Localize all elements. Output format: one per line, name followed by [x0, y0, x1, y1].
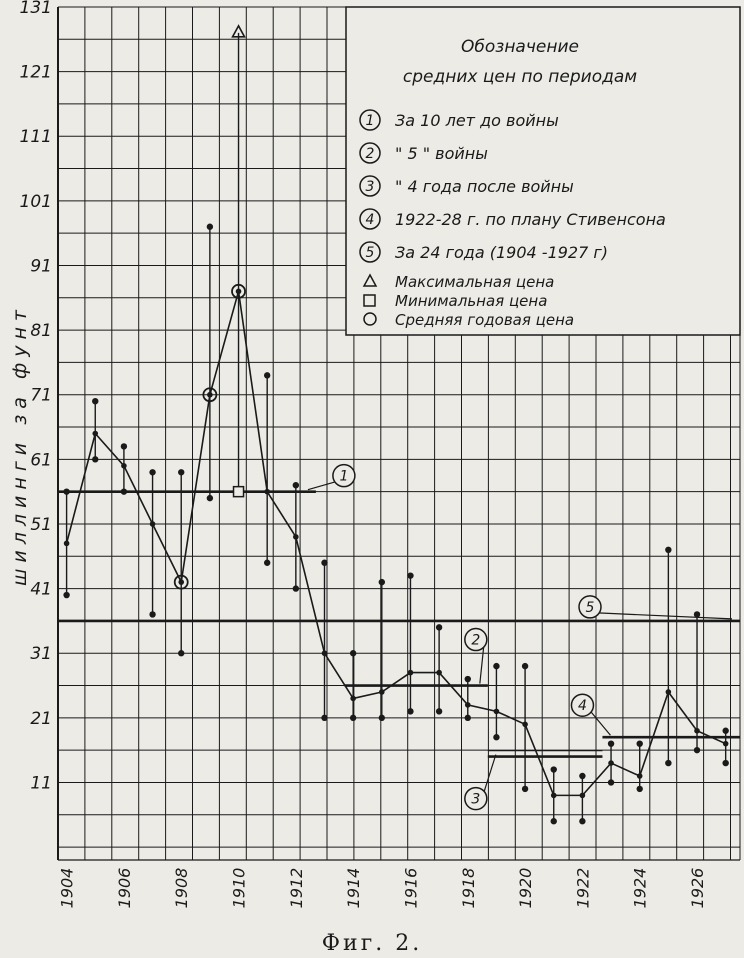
legend-period-text: За 10 лет до войны: [395, 111, 559, 130]
min-point: [465, 715, 471, 721]
y-tick-label: 21: [30, 708, 52, 729]
legend-period-text: 1922-28 г. по плану Стивенсона: [395, 210, 666, 229]
period-number: 4: [365, 212, 375, 228]
max-point: [637, 740, 643, 746]
max-point: [722, 728, 728, 734]
avg-point: [150, 521, 156, 527]
figure-caption: Фиг. 2.: [321, 931, 423, 954]
x-tick-label: 1916: [401, 867, 421, 909]
max-point: [665, 547, 671, 553]
avg-point: [178, 579, 184, 585]
min-point: [694, 747, 700, 753]
max-point: [178, 469, 184, 475]
legend-symbol-text: Средняя годовая цена: [395, 311, 575, 329]
x-tick-label: 1918: [458, 867, 478, 909]
y-tick-label: 51: [30, 514, 52, 535]
y-tick-label: 101: [19, 191, 52, 212]
min-point: [379, 715, 385, 721]
max-point: [321, 560, 327, 566]
y-tick-label: 11: [30, 773, 52, 794]
x-tick-label: 1904: [57, 867, 77, 909]
avg-point: [522, 721, 528, 727]
min-point: [350, 715, 356, 721]
avg-point: [207, 392, 213, 398]
legend-title: Обозначение: [461, 37, 579, 57]
avg-point: [408, 670, 414, 676]
max-point: [379, 579, 385, 585]
max-point: [149, 469, 155, 475]
reference-label-number: 4: [577, 698, 587, 715]
max-point: [608, 740, 614, 746]
min-point: [493, 734, 499, 740]
x-tick-label: 1920: [516, 867, 536, 909]
legend-period-text: За 24 года (1904 -1927 г): [395, 243, 609, 262]
avg-point: [350, 696, 356, 702]
period-number: 3: [365, 179, 375, 195]
max-point: [264, 372, 270, 378]
x-tick-label: 1912: [286, 867, 306, 909]
avg-point: [64, 541, 70, 547]
reference-label-number: 5: [585, 599, 595, 616]
reference-label-number: 1: [339, 468, 349, 485]
min-point: [264, 560, 270, 566]
avg-point: [121, 463, 127, 469]
avg-point: [236, 289, 242, 295]
min-point: [149, 611, 155, 617]
max-point: [63, 488, 69, 494]
max-point: [436, 624, 442, 630]
avg-point: [92, 431, 98, 437]
avg-point: [436, 670, 442, 676]
avg-point: [580, 793, 586, 799]
x-tick-labels: [58, 868, 707, 909]
legend-subtitle: средних цен по периодам: [402, 67, 638, 87]
x-tick-label: 1924: [630, 867, 650, 909]
min-point: [579, 818, 585, 824]
x-tick-label: 1906: [114, 867, 134, 909]
min-point: [665, 760, 671, 766]
min-point: [722, 760, 728, 766]
y-tick-label: 81: [30, 321, 52, 342]
x-tick-label: 1914: [344, 867, 364, 909]
legend-symbol-text: Максимальная цена: [395, 273, 555, 291]
reference-label-leader: [598, 613, 732, 619]
min-point: [293, 585, 299, 591]
legend-symbol-text: Минимальная цена: [395, 292, 548, 310]
max-point: [493, 663, 499, 669]
max-point: [522, 663, 528, 669]
y-axis-label: шиллинги за фунт: [9, 304, 31, 586]
avg-point: [551, 793, 557, 799]
legend-period-text: " 5 " войны: [395, 144, 488, 163]
avg-point: [723, 741, 729, 747]
min-point: [608, 779, 614, 785]
avg-point: [666, 689, 672, 695]
max-point: [694, 611, 700, 617]
min-point: [321, 715, 327, 721]
avg-point: [694, 728, 700, 734]
reference-lines: [58, 465, 740, 810]
reference-label-number: 3: [471, 791, 481, 808]
y-tick-label: 111: [19, 127, 52, 148]
max-point: [579, 773, 585, 779]
max-point: [407, 572, 413, 578]
min-point: [207, 495, 213, 501]
min-point: [92, 456, 98, 462]
min-point: [551, 818, 557, 824]
period-number: 2: [365, 146, 375, 162]
y-tick-label: 61: [30, 450, 52, 471]
reference-label-leader: [590, 711, 610, 735]
min-point: [436, 708, 442, 714]
period-number: 5: [365, 245, 375, 261]
x-tick-label: 1908: [172, 867, 192, 909]
reference-label-number: 2: [471, 632, 481, 649]
min-point: [121, 488, 127, 494]
reference-label-leader: [480, 646, 484, 684]
min-point: [63, 592, 69, 598]
period-number: 1: [365, 113, 375, 129]
max-point: [350, 650, 356, 656]
min-point: [637, 786, 643, 792]
legend: [346, 7, 740, 335]
avg-point: [322, 650, 328, 656]
avg-point: [494, 709, 500, 715]
reference-label-leader: [484, 755, 496, 793]
x-tick-label: 1910: [229, 867, 249, 909]
y-tick-label: 31: [30, 644, 52, 665]
max-point: [465, 676, 471, 682]
x-tick-label: 1926: [688, 867, 708, 909]
min-point-square: [234, 487, 244, 497]
reference-label-leader: [308, 482, 336, 490]
max-point: [293, 482, 299, 488]
max-point: [121, 443, 127, 449]
max-point: [207, 224, 213, 230]
max-point: [92, 398, 98, 404]
avg-point: [608, 760, 614, 766]
min-point: [178, 650, 184, 656]
y-tick-label: 121: [19, 62, 52, 83]
y-tick-label: 91: [30, 256, 52, 277]
max-point: [551, 766, 557, 772]
y-tick-label: 131: [19, 0, 52, 18]
min-point: [407, 708, 413, 714]
y-tick-label: 71: [30, 385, 52, 406]
avg-point: [264, 489, 270, 495]
avg-point: [293, 534, 299, 540]
y-tick-label: 41: [30, 579, 52, 600]
avg-point: [379, 689, 385, 695]
x-tick-label: 1922: [573, 867, 593, 909]
avg-point: [637, 773, 643, 779]
avg-point: [465, 702, 471, 708]
min-point: [522, 786, 528, 792]
legend-period-text: " 4 года после войны: [395, 177, 574, 196]
